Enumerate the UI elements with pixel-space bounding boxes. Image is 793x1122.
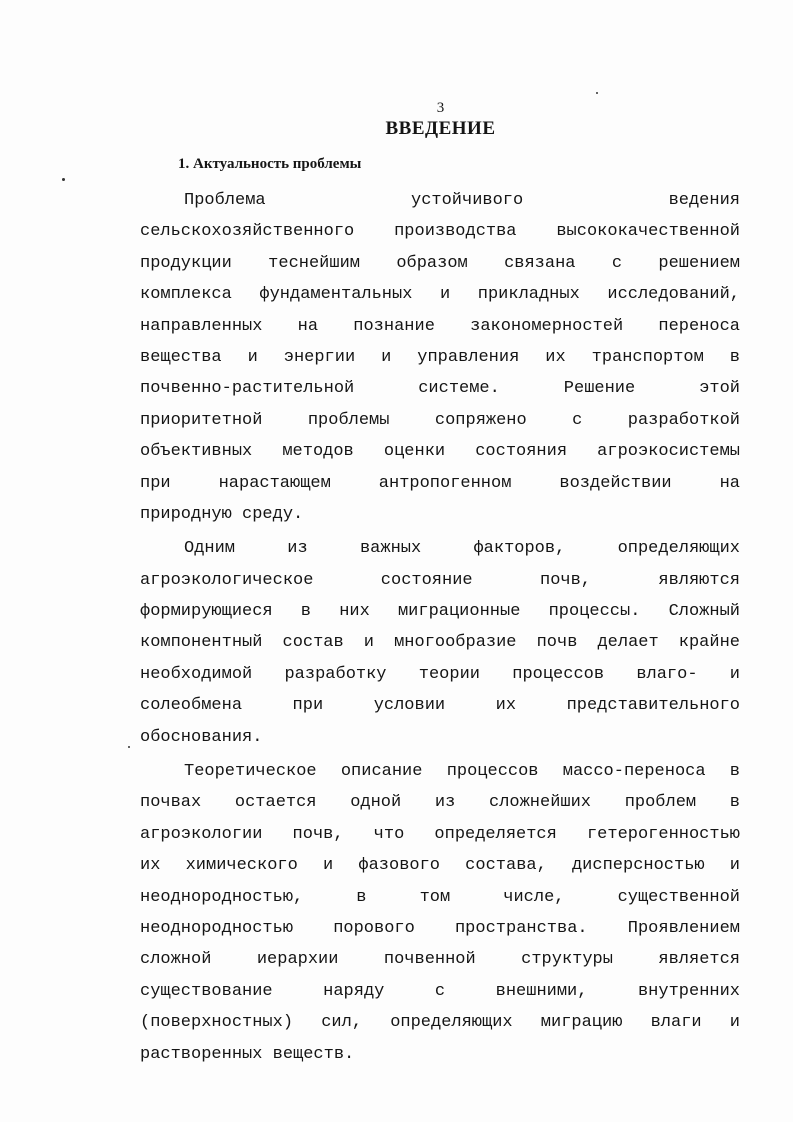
section-title: 1. Актуальность проблемы <box>178 156 362 172</box>
text-line: почвах остается одной из сложнейших проблем в <box>140 793 740 813</box>
text-line: неоднородностью порового пространства. Проявлением <box>140 918 740 938</box>
text-line: агроэкологии почв, что определяется гетерогенностью <box>140 824 740 844</box>
text-line: Одним из важных факторов, определяющих <box>184 539 740 559</box>
text-line: природную среду. <box>140 504 304 524</box>
paragraph-1 <box>140 185 740 530</box>
text-line: обоснования. <box>140 727 263 747</box>
text-line: направленных на познание закономерностей переноса <box>140 316 740 336</box>
scan-speck <box>596 92 598 94</box>
text-line: сложной иерархии почвенной структуры является <box>140 950 740 970</box>
page-heading: ВВЕДЕНИЕ <box>385 118 496 139</box>
text-line: вещества и энергии и управления их транспортом в <box>140 347 740 367</box>
paragraph-3 <box>140 756 740 1070</box>
text-line: солеобмена при условии их представительного <box>140 696 740 716</box>
text-line: Проблема устойчивого ведения <box>184 191 740 210</box>
scan-speck <box>128 746 130 748</box>
text-line: Теоретическое описание процессов массо-переноса в <box>184 762 740 782</box>
text-line: сельскохозяйственного производства высококачественной <box>140 222 740 242</box>
paragraph-2 <box>140 533 740 753</box>
text-line: формирующиеся в них миграционные процессы. Сложный <box>140 602 740 622</box>
text-line: при нарастающем антропогенном воздействии на <box>140 473 740 493</box>
text-line: (поверхностных) сил, определяющих миграцию влаги и <box>140 1013 740 1033</box>
text-line: существование наряду с внешними, внутренних <box>140 981 740 1001</box>
body-text <box>140 185 740 1070</box>
text-line: агроэкологическое состояние почв, являются <box>140 570 740 590</box>
scan-speck <box>62 178 65 181</box>
text-line: их химического и фазового состава, дисперсностью и <box>140 856 740 876</box>
text-line: компонентный состав и многообразие почв делает крайне <box>140 633 740 653</box>
text-line: неоднородностью, в том числе, существенной <box>140 887 740 907</box>
text-line: комплекса фундаментальных и прикладных исследований, <box>140 285 740 305</box>
text-line: необходимой разработку теории процессов влаго- и <box>140 664 740 684</box>
text-line: продукции теснейшим образом связана с решением <box>140 253 740 273</box>
page-number: 3 <box>436 100 445 116</box>
text-line: почвенно-растительной системе. Решение этой <box>140 379 740 399</box>
text-line: объективных методов оценки состояния агроэкосистемы <box>140 442 740 462</box>
text-line: приоритетной проблемы сопряжено с разработкой <box>140 410 740 430</box>
text-line: растворенных веществ. <box>140 1044 355 1064</box>
